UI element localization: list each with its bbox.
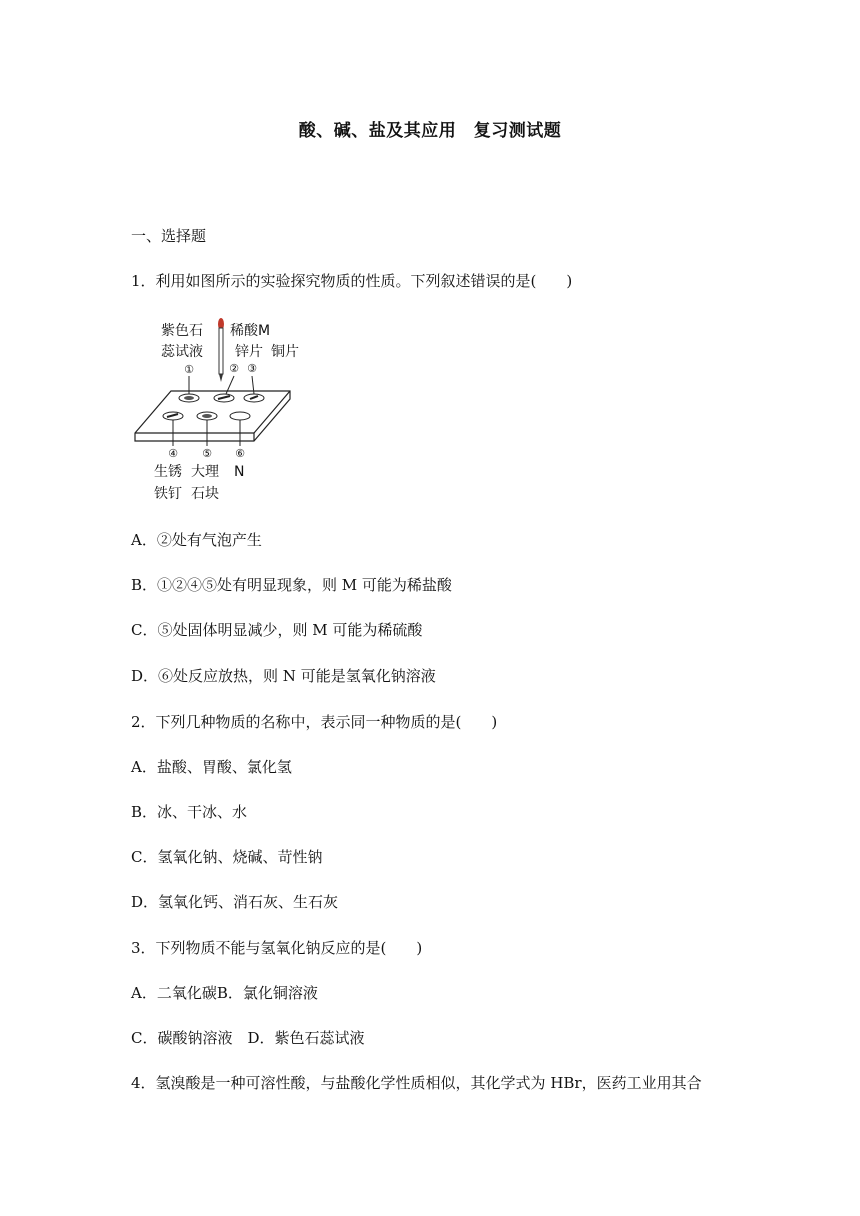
figure-label-acid-m: 稀酸M (230, 323, 271, 339)
question-2-stem: 2．下列几种物质的名称中，表示同一种物质的是( ) (131, 713, 498, 731)
figure-label-copper: 铜片 (271, 344, 299, 360)
section-heading: 一、选择题 (131, 227, 207, 245)
figure-num-6: ⑥ (235, 447, 245, 460)
question-3-option-ab: A．二氧化碳B．氯化铜溶液 (131, 984, 318, 1002)
figure-label-rusty-2: 铁钉 (154, 486, 182, 502)
dropper-icon (218, 318, 224, 382)
figure-num-4: ④ (168, 447, 178, 460)
figure-label-marble-1: 大理 (191, 464, 219, 480)
figure-num-1: ① (184, 363, 194, 376)
spot-plate (135, 391, 290, 441)
question-2-option-d: D．氢氧化钙、消石灰、生石灰 (131, 893, 339, 911)
figure-label-litmus-1: 紫色石 (161, 323, 203, 339)
question-2-option-a: A．盐酸、胃酸、氯化氢 (131, 758, 292, 776)
figure-label-zinc: 锌片 (235, 344, 263, 360)
question-1-option-a: A．②处有气泡产生 (131, 531, 262, 549)
question-3-option-cd: C．碳酸钠溶液 D．紫色石蕊试液 (131, 1029, 365, 1047)
figure-label-marble-2: 石块 (191, 486, 219, 502)
figure-label-n: N (234, 464, 245, 480)
figure-label-rusty-1: 生锈 (154, 464, 182, 480)
question-1-stem: 1．利用如图所示的实验探究物质的性质。下列叙述错误的是( ) (131, 272, 573, 290)
question-1-option-d: D．⑥处反应放热，则 N 可能是氢氧化钠溶液 (131, 667, 436, 685)
question-4-stem: 4．氢溴酸是一种可溶性酸，与盐酸化学性质相似，其化学式为 HBr，医药工业用其合 (131, 1074, 702, 1092)
question-3-stem: 3．下列物质不能与氢氧化钠反应的是( ) (131, 939, 423, 957)
figure-num-2: ② (229, 362, 239, 375)
question-1-option-c: C．⑤处固体明显减少，则 M 可能为稀硫酸 (131, 621, 423, 639)
figure-num-3: ③ (247, 362, 257, 375)
question-1-option-b: B．①②④⑤处有明显现象，则 M 可能为稀盐酸 (131, 576, 452, 594)
figure-num-5: ⑤ (202, 447, 212, 460)
spot-plate-figure (131, 318, 307, 504)
question-2-option-c: C．氢氧化钠、烧碱、苛性钠 (131, 848, 323, 866)
figure-label-litmus-2: 蕊试液 (161, 344, 203, 360)
document-title: 酸、碱、盐及其应用 复习测试题 (298, 121, 562, 141)
question-2-option-b: B．冰、干冰、水 (131, 803, 248, 821)
